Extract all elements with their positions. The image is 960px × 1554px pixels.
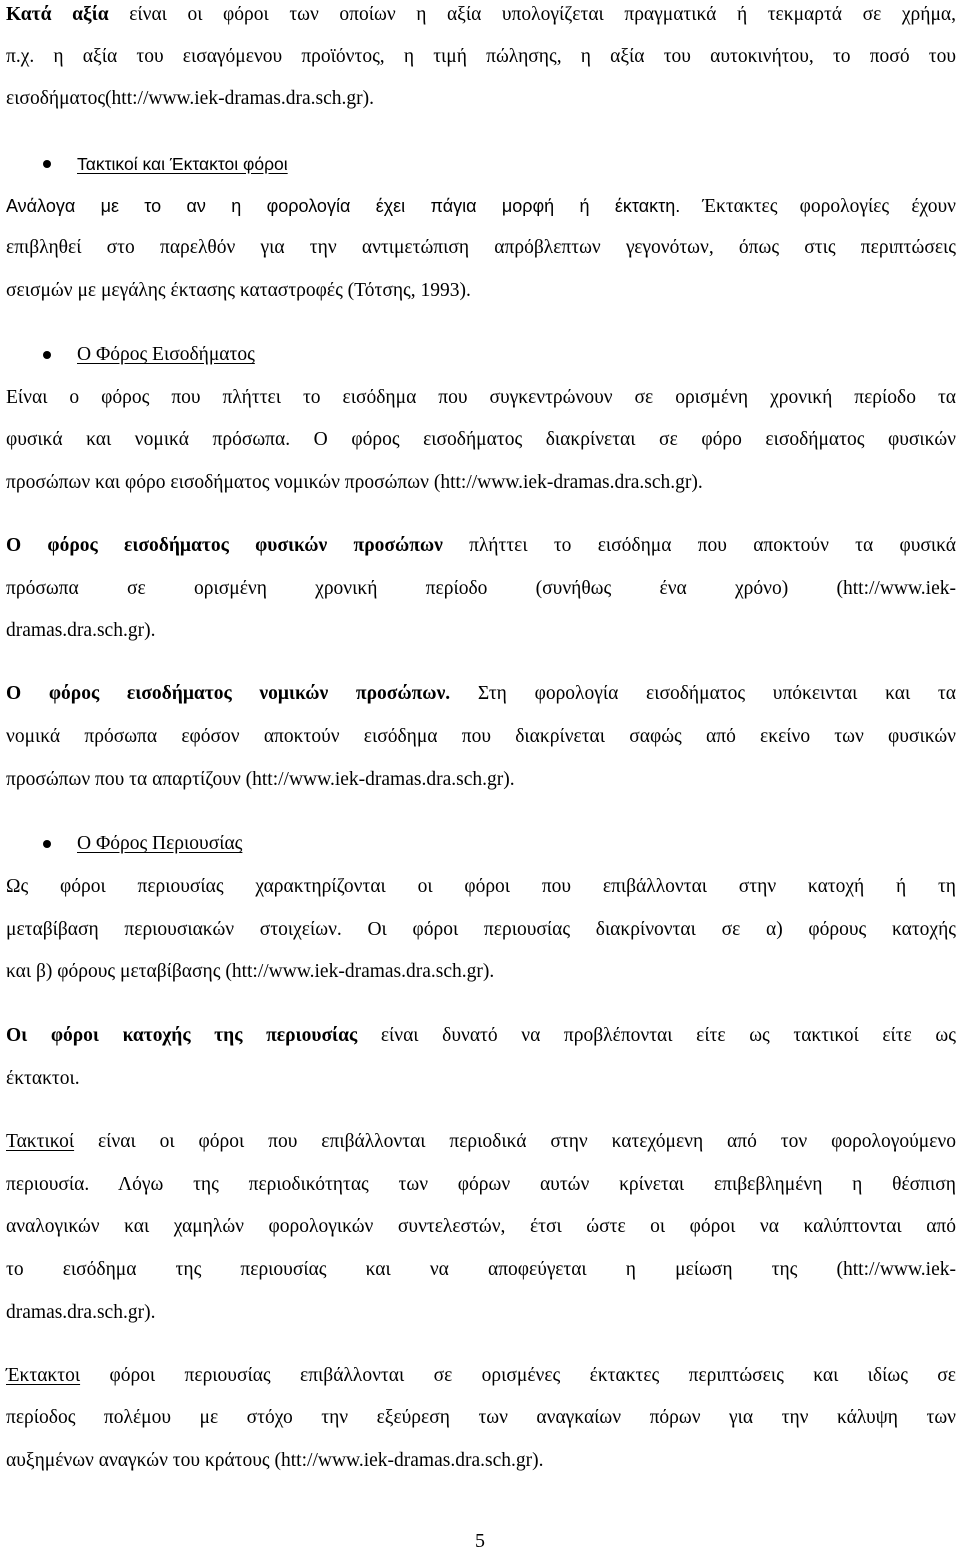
text-line: Ως φόροι περιουσίας χαρακτηρίζονται οι φόροι που επιβάλλονται στην κατοχή ή τη bbox=[6, 876, 956, 897]
text-line bbox=[6, 1363, 956, 1389]
text-line: Είναι ο φόρος που πλήττει το εισόδημα που συγκεντρώνουν σε ορισμένη χρονική περίοδο τα bbox=[6, 387, 956, 408]
text-line: αναλογικών και χαμηλών φορολογικών συντελεστών, έτσι ώστε οι φόροι να καλύπτονται από bbox=[6, 1216, 956, 1237]
text-line: νομικά πρόσωπα εφόσον αποκτούν εισόδημα που διακρίνεται σαφώς από εκείνο των φυσικών bbox=[6, 726, 956, 747]
text-span: Στη φορολογία εισοδήματος υπόκεινται και τα bbox=[450, 683, 956, 704]
text-line: πρόσωπα σε ορισμένη χρονική περίοδο (συνήθως ένα χρόνο) (htt://www.iek- bbox=[6, 578, 956, 599]
text-line: έκτακτοι. bbox=[6, 1068, 80, 1089]
text-span: είναι οι φόροι που επιβάλλονται περιοδικά στην κατεχόμενη από τον φορολογούμενο bbox=[74, 1131, 956, 1152]
text-line: π.χ. η αξία του εισαγόμενου προϊόντος, η τιμή πώλησης, η αξία του αυτοκινήτου, το ποσό του bbox=[6, 46, 956, 67]
text-line: σεισμών με μεγάλης έκτασης καταστροφές (Τότσης, 1993). bbox=[6, 280, 471, 301]
text-span: είναι οι φόροι των οποίων η αξία υπολογίζεται πραγματικά ή τεκμαρτά σε χρήμα, bbox=[108, 4, 956, 25]
text-line: προσώπων και φόρο εισοδήματος νομικών προσώπων (htt://www.iek-dramas.dra.sch.gr). bbox=[6, 472, 703, 493]
text-line: περιουσία. Λόγω της περιοδικότητας των φόρων αυτών κρίνεται επιβεβλημένη η θέσπιση bbox=[6, 1174, 956, 1195]
text-line: dramas.dra.sch.gr). bbox=[6, 620, 156, 641]
text-line: και β) φόρους μεταβίβασης (htt://www.iek-dramas.dra.sch.gr). bbox=[6, 961, 495, 982]
text-span: πλήττει το εισόδημα που αποκτούν τα φυσικά bbox=[442, 535, 956, 556]
text-line bbox=[6, 193, 956, 219]
text-line: το εισόδημα της περιουσίας και να αποφεύγεται η μείωση της (htt://www.iek- bbox=[6, 1259, 956, 1280]
term-underlined: Έκτακτοι bbox=[6, 1365, 81, 1386]
text-span: φόροι περιουσίας επιβάλλονται σε ορισμένες έκτακτες περιπτώσεις και ιδίως σε bbox=[80, 1365, 956, 1386]
text-line bbox=[6, 1023, 956, 1049]
text-span: Ανάλογα με το αν η φορολογία έχει πάγια μορφή ή έκτακτη. bbox=[6, 196, 681, 216]
text-line bbox=[6, 681, 956, 707]
text-line: φυσικά και νομικά πρόσωπα. Ο φόρος εισοδήματος διακρίνεται σε φόρο εισοδήματος φυσικών bbox=[6, 429, 956, 450]
text-line bbox=[6, 533, 956, 559]
text-line: εισοδήματος(htt://www.iek-dramas.dra.sch.gr). bbox=[6, 88, 375, 109]
text-line: προσώπων που τα απαρτίζουν (htt://www.iek-dramas.dra.sch.gr). bbox=[6, 769, 515, 790]
term-bold: Ο φόρος εισοδήματος φυσικών προσώπων bbox=[6, 535, 443, 556]
text-line: μεταβίβαση περιουσιακών στοιχείων. Οι φόροι περιουσίας διακρίνονται σε α) φόρους κατοχής bbox=[6, 919, 956, 940]
bullet-icon bbox=[43, 160, 51, 168]
text-span: Έκτακτες φορολογίες έχουν bbox=[680, 196, 956, 217]
term-bold: Κατά αξία bbox=[6, 4, 109, 25]
section-heading: Τακτικοί και Έκτακτοι φόροι bbox=[77, 154, 288, 174]
text-line: αυξημένων αναγκών του κράτους (htt://www.iek-dramas.dra.sch.gr). bbox=[6, 1450, 544, 1471]
text-line: περίοδος πολέμου με στόχο την εξεύρεση των αναγκαίων πόρων για την κάλυψη των bbox=[6, 1407, 956, 1428]
term-underlined: Τακτικοί bbox=[6, 1131, 75, 1152]
text-line: επιβληθεί στο παρελθόν για την αντιμετώπιση απρόβλεπτων γεγονότων, όπως στις περιπτώσεις bbox=[6, 237, 956, 258]
text-line bbox=[6, 1129, 956, 1155]
bullet-icon bbox=[43, 351, 51, 359]
bullet-icon bbox=[43, 840, 51, 848]
page-number: 5 bbox=[475, 1530, 485, 1552]
section-heading: Ο Φόρος Εισοδήματος bbox=[77, 344, 255, 365]
text-line bbox=[6, 2, 956, 28]
term-bold: Ο φόρος εισοδήματος νομικών προσώπων. bbox=[6, 683, 451, 704]
section-heading: Ο Φόρος Περιουσίας bbox=[77, 833, 243, 854]
text-line: dramas.dra.sch.gr). bbox=[6, 1302, 156, 1323]
term-bold: Οι φόροι κατοχής της περιουσίας bbox=[6, 1025, 358, 1046]
text-span: είναι δυνατό να προβλέπονται είτε ως τακτικοί είτε ως bbox=[357, 1025, 956, 1046]
